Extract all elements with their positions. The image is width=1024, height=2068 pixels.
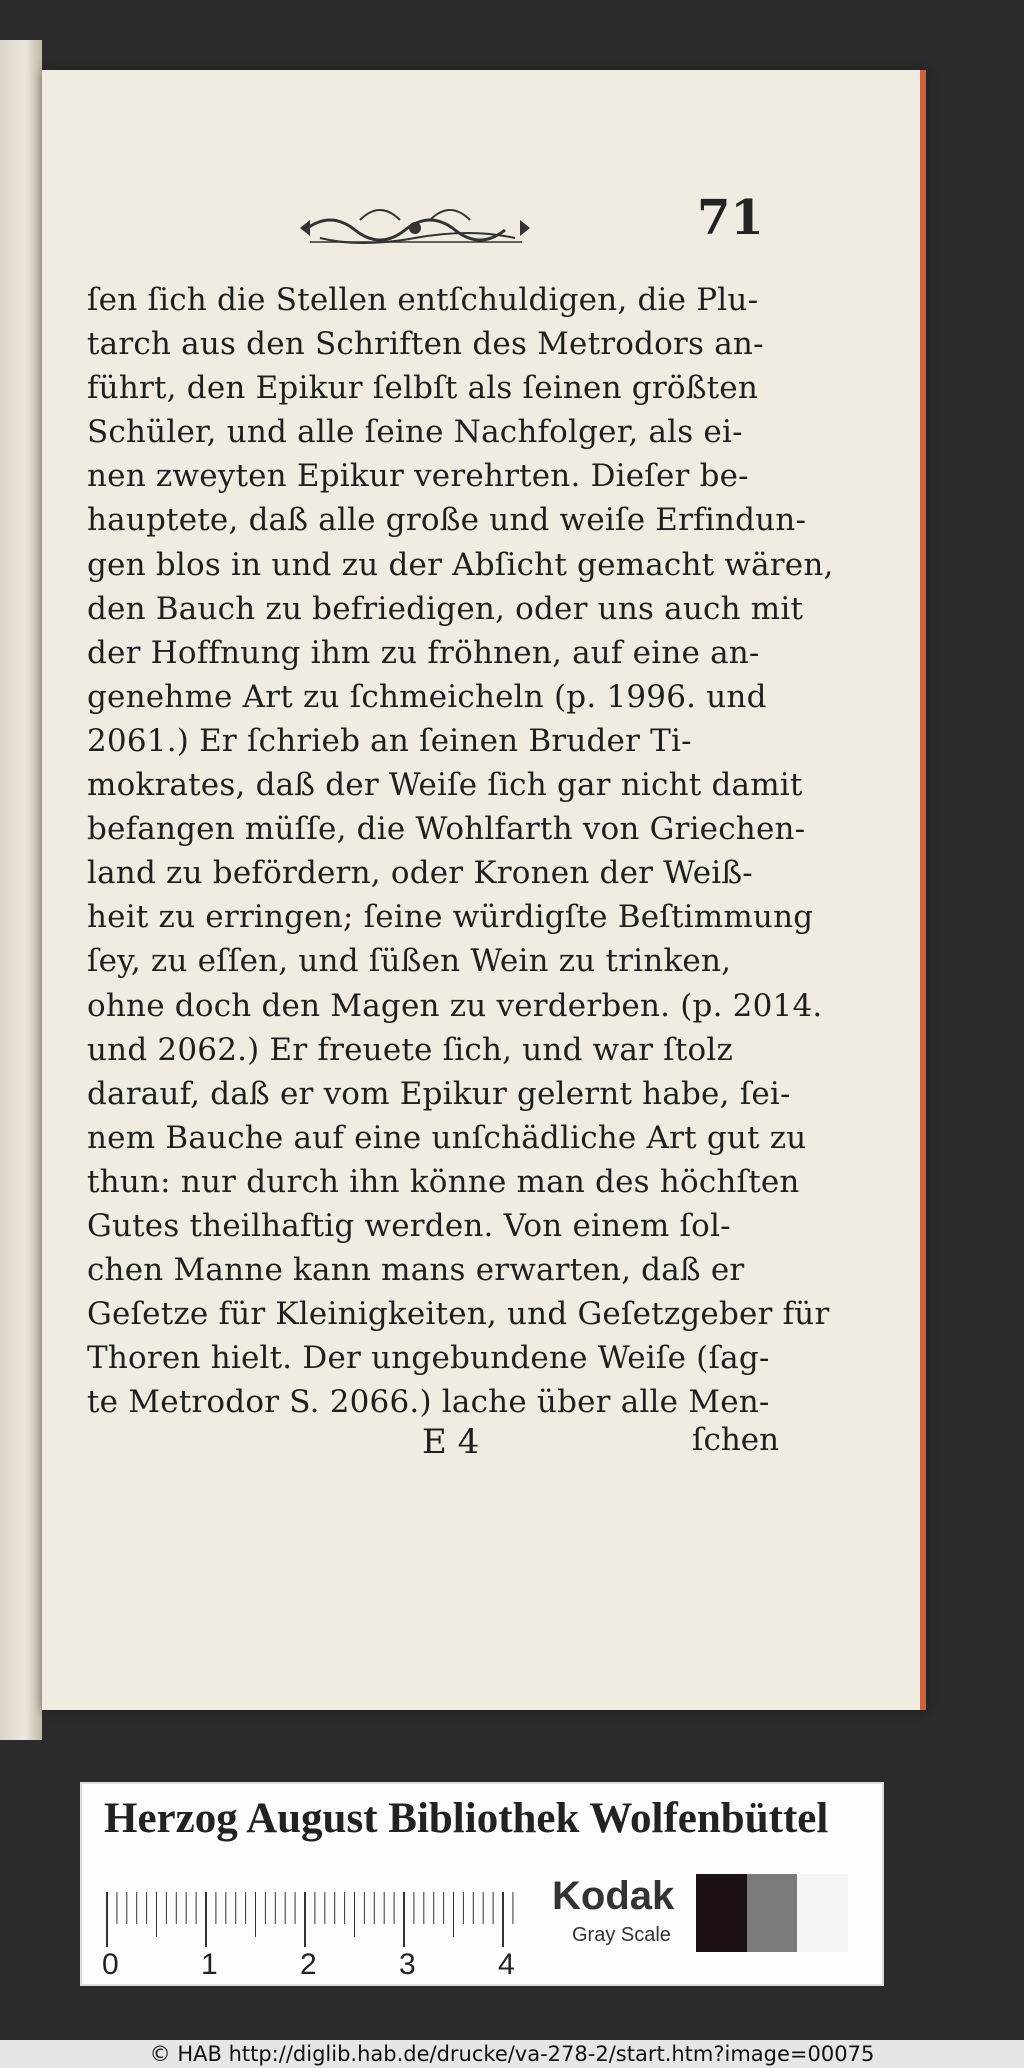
book-page — [42, 70, 926, 1710]
catchword: ſchen — [692, 1422, 780, 1458]
text-line: 2061.) Er ſchrieb an ſeinen Bruder Ti- — [87, 722, 692, 759]
page-number: 71 — [697, 190, 764, 246]
text-line: genehme Art zu ſchmeicheln (p. 1996. und — [87, 678, 767, 715]
library-title: Herzog August Bibliothek Wolfenbüttel — [104, 1795, 829, 1842]
text-line: chen Manne kann mans erwarten, daß er — [87, 1252, 745, 1289]
text-line: ſen ſich die Stellen entſchuldigen, die Plu- — [87, 282, 759, 318]
text-line: ohne doch den Magen zu verderben. (p. 2014. — [87, 987, 823, 1024]
ruler-number: 4 — [498, 1948, 515, 1979]
book-edge — [0, 40, 42, 1740]
ruler-number: 3 — [399, 1948, 416, 1979]
gray-swatch — [696, 1874, 747, 1952]
text-line: und 2062.) Er freuete ſich, und war ſtolz — [87, 1031, 734, 1068]
text-line: führt, den Epikur ſelbſt als ſeinen größten — [87, 370, 758, 407]
gray-swatch — [747, 1874, 798, 1952]
text-line: Schüler, und alle ſeine Nachfolger, als ei- — [87, 414, 743, 451]
text-line: den Bauch zu befriedigen, oder uns auch mit — [87, 590, 804, 627]
text-line: Geſetze für Kleinigkeiten, und Geſetzgeber für — [87, 1296, 830, 1333]
signature-mark: E 4 — [422, 1422, 480, 1462]
text-block — [87, 278, 834, 1424]
text-line: der Hoffnung ihm zu fröhnen, auf eine an- — [87, 634, 760, 671]
text-line: mokrates, daß der Weiſe ſich gar nicht damit — [87, 767, 803, 804]
url-caption: © HAB http://diglib.hab.de/drucke/va-278-2/start.htm?image=00075 — [0, 2040, 1024, 2068]
gray-swatches — [696, 1874, 848, 1952]
text-line: befangen müſſe, die Wohlfarth von Griechen- — [87, 811, 806, 848]
text-line: te Metrodor S. 2066.) lache über alle Men- — [87, 1384, 770, 1421]
gray-scale-label: Gray Scale — [572, 1924, 671, 1946]
kodak-logo: Kodak — [552, 1874, 675, 1918]
text-line: hauptete, daß alle große und weiſe Erfindun- — [87, 502, 807, 539]
gray-swatch — [797, 1874, 848, 1952]
ruler-scale — [102, 1884, 532, 1979]
text-line: nem Bauche auf eine unſchädliche Art gut zu — [87, 1119, 807, 1156]
text-line: land zu befördern, oder Kronen der Weiß- — [87, 855, 753, 892]
text-line: Thoren hielt. Der ungebundene Weiſe (ſag- — [87, 1340, 770, 1377]
text-line: tarch aus den Schriften des Metrodors an- — [87, 326, 764, 363]
text-line: nen zweyten Epikur verehrten. Dieſer be- — [87, 458, 749, 495]
text-line: heit zu erringen; ſeine würdigſte Beſtimmung — [87, 899, 814, 936]
text-line: Gutes theilhaftig werden. Von einem ſol- — [87, 1207, 731, 1244]
text-line: gen blos in und zu der Abſicht gemacht wären, — [87, 546, 834, 583]
ruler-number: 1 — [201, 1948, 218, 1979]
text-line: darauf, daß er vom Epikur gelernt habe, ſei- — [87, 1075, 791, 1112]
text-line: thun: nur durch ihn könne man des höchſten — [87, 1163, 800, 1200]
ruler-number: 0 — [102, 1948, 119, 1979]
text-line: ſey, zu eſſen, und ſüßen Wein zu trinken, — [87, 943, 732, 980]
ornament-icon — [300, 190, 530, 260]
ruler-number: 2 — [300, 1948, 317, 1979]
library-card — [80, 1782, 884, 1986]
